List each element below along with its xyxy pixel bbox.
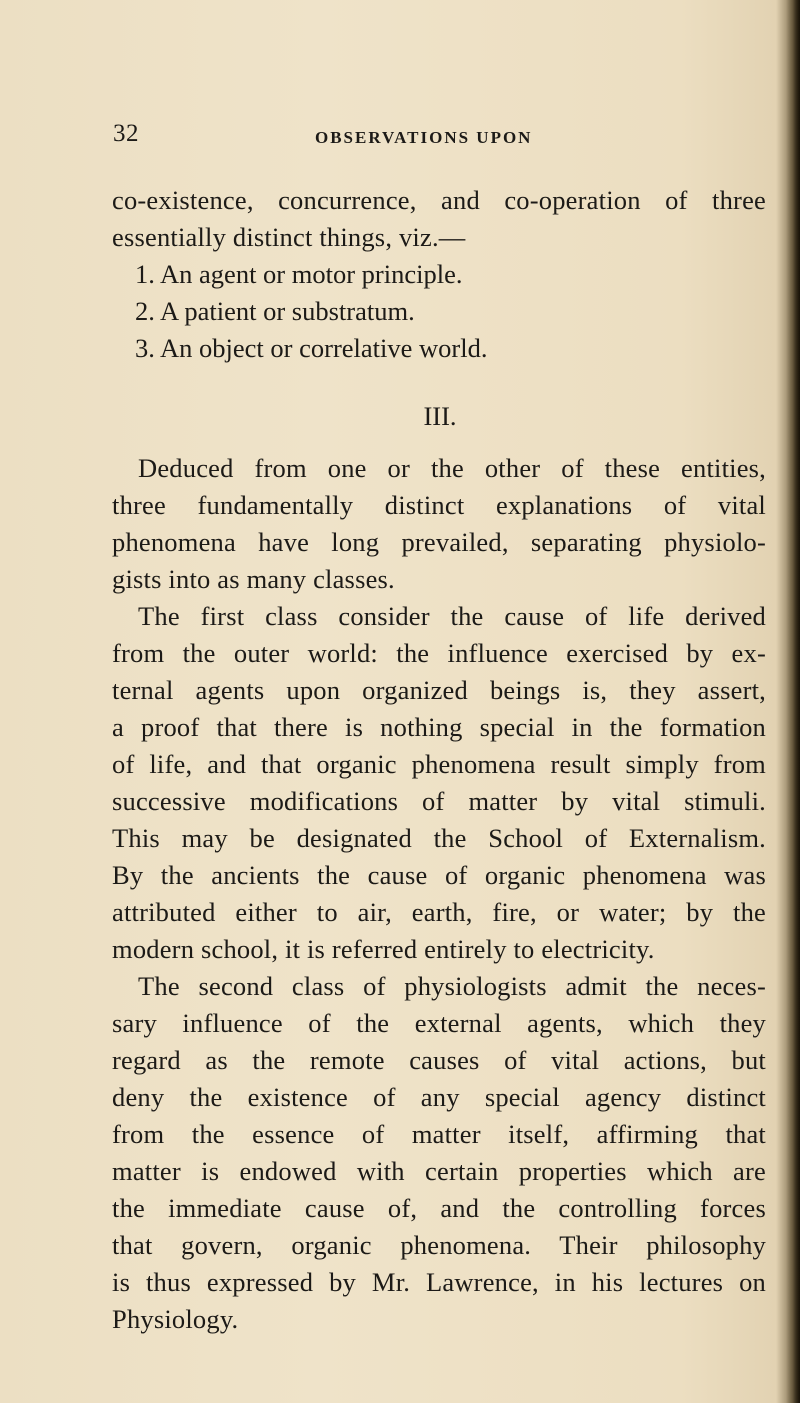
text-line: regard as the remote causes of vital actions, but	[112, 1045, 766, 1075]
text-line: Deduced from one or the other of these entities,	[138, 453, 766, 483]
list-item: 3. An object or correlative world.	[135, 333, 488, 363]
text-line: co-existence, concurrence, and co-operation of three	[112, 185, 766, 215]
text-line: attributed either to air, earth, fire, or water; by the	[112, 897, 766, 927]
text-line: This may be designated the School of Externalism.	[112, 823, 766, 853]
running-head: OBSERVATIONS UPON	[315, 128, 533, 147]
text-line: matter is endowed with certain properties which are	[112, 1156, 766, 1186]
list-item: 1. An agent or motor principle.	[135, 259, 463, 289]
text-line: that govern, organic phenomena. Their philosophy	[112, 1230, 766, 1260]
list-item: 2. A patient or substratum.	[135, 296, 415, 326]
text-line: from the essence of matter itself, affirming that	[112, 1119, 766, 1149]
text-line: The second class of physiologists admit the neces-	[138, 971, 766, 1001]
text-line: Physiology.	[112, 1304, 239, 1334]
page-edge-shadow	[786, 0, 800, 1403]
text-line: sary influence of the external agents, which they	[112, 1008, 766, 1038]
text-line: successive modifications of matter by vital stimuli.	[112, 786, 766, 816]
text-line: a proof that there is nothing special in the formation	[112, 712, 766, 742]
text-line: gists into as many classes.	[112, 564, 395, 594]
text-line: The first class consider the cause of life derived	[138, 601, 766, 631]
section-heading: III.	[423, 401, 457, 431]
text-line: modern school, it is referred entirely to electricity.	[112, 934, 655, 964]
text-line: is thus expressed by Mr. Lawrence, in his lectures on	[112, 1267, 766, 1297]
text-line: the immediate cause of, and the controlling forces	[112, 1193, 766, 1223]
text-line: deny the existence of any special agency distinct	[112, 1082, 766, 1112]
text-line: ternal agents upon organized beings is, they assert,	[112, 675, 766, 705]
text-line: of life, and that organic phenomena result simply from	[112, 749, 766, 779]
text-line: phenomena have long prevailed, separating physiolo-	[112, 527, 766, 557]
text-line: three fundamentally distinct explanations of vital	[112, 490, 766, 520]
page-number: 32	[113, 120, 139, 147]
text-line: from the outer world: the influence exercised by ex-	[112, 638, 766, 668]
text-line: essentially distinct things, viz.—	[112, 222, 466, 252]
text-line: By the ancients the cause of organic phenomena was	[112, 860, 766, 890]
